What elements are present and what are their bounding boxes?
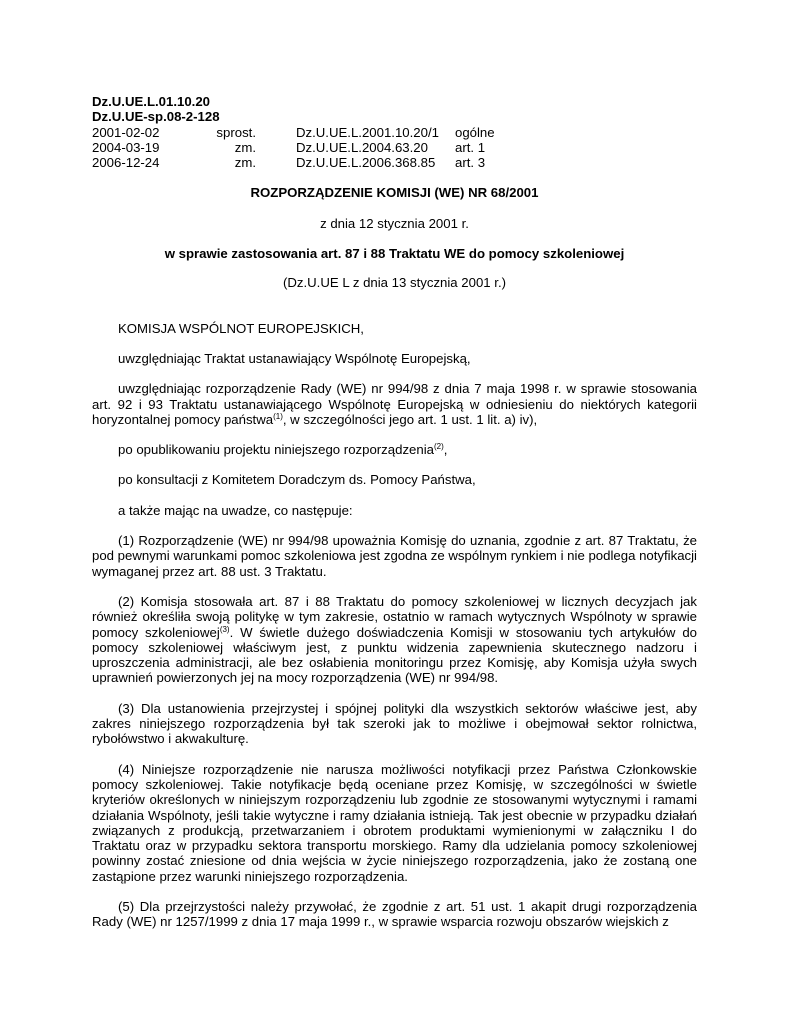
citation-regulation: [92, 381, 697, 427]
footnote-ref: (1): [273, 411, 283, 421]
citation-treaty: uwzględniając Traktat ustanawiający Wspólnotę Europejską,: [118, 350, 471, 366]
citation-text: uwzględniając rozporządzenie Rady (WE) nr 994/98 z dnia 7 maja 1998 r. w sprawie stosowania art. 92 i 93 Traktatu ustanawiającego Wspólnotę Europejską w odniesieniu do niektórych kategorii horyzontalnej pomocy państwa: [92, 381, 697, 427]
journal-id-secondary: Dz.U.UE-sp.08-2-128: [92, 109, 220, 125]
document-source: (Dz.U.UE L z dnia 13 stycznia 2001 r.): [282, 275, 507, 291]
history-row: [92, 155, 697, 170]
history-row: [92, 140, 697, 155]
recital-3: (3) Dla ustanowienia przejrzystej i spójnej polityki dla wszystkich sektorów właściwe jest, aby zakres niniejszego rozporządzenia był tak szeroki jak to możliwe i obejmował sektor rolnictwa, rybołówstwo i akwakulturę.: [92, 700, 697, 747]
citation-consultation: po konsultacji z Komitetem Doradczym ds. Pomocy Państwa,: [118, 472, 476, 488]
recital-text: (2) Komisja stosowała art. 87 i 88 Traktatu do pomocy szkoleniowej w licznych decyzjach jak również określiła swoją politykę w tym zakresie, ostatnio w ramach wytycznych Wspólnoty w sprawie pomocy szkoleniowej: [92, 593, 697, 640]
document-date: z dnia 12 stycznia 2001 r.: [320, 215, 469, 231]
history-type: zm.: [234, 139, 256, 155]
citation-text-cont: , w szczególności jego art. 1 ust. 1 lit. a) iv),: [282, 411, 538, 427]
history-date: 2004-03-19: [92, 139, 160, 155]
document-page: [92, 94, 697, 930]
history-note: art. 1: [455, 139, 486, 155]
history-note: art. 3: [455, 155, 486, 171]
recital-4: (4) Niniejsze rozporządzenie nie narusza możliwości notyfikacji przez Państwa Członkowskie pomocy szkoleniowej. Takie notyfikacje będą oceniane przez Komisję, w szczególności w świetle kryteriów określonych w niniejszym rozporządzeniu lub zgodnie ze stosowanymi wytycznymi i ramami działania Wspólnoty, jeśli takie wytyczne i ramy działania istnieją. Tak jest obecnie w przypadku działań związanych z produkcją, przetwarzaniem i obrotem produktami wymienionymi w załączniku I do Traktatu oraz w przypadku sektora transportu morskiego. Ramy dla udzielania pomocy szkoleniowej powinny zostać zniesione od dnia wejścia w życie niniejszego rozporządzenia, jako że zostaną one zastąpione przez warunki niniejszego rozporządzenia.: [92, 761, 697, 884]
recital-2: [92, 594, 697, 686]
history-type: zm.: [234, 155, 256, 171]
recital-text-cont: . W świetle dużego doświadczenia Komisji w stosowaniu tych artykułów do pomocy szkoleniowej właściwym jest, z punktu widzenia zapewnienia skutecznego nadzoru i uproszczenia administracji, ale bez osłabienia monitoringu przez Komisję, aby Komisja użyła swych uprawnień powierzonych jej na mocy rozporządzenia (WE) nr 994/98.: [92, 624, 697, 686]
history-row: [92, 125, 697, 140]
history-note: ogólne: [455, 124, 495, 140]
journal-id-primary: Dz.U.UE.L.01.10.20: [92, 94, 211, 109]
issuer-paragraph: KOMISJA WSPÓLNOT EUROPEJSKICH,: [118, 320, 364, 336]
history-ref: Dz.U.UE.L.2004.63.20: [296, 139, 428, 155]
history-date: 2001-02-02: [92, 124, 160, 140]
history-type: sprost.: [216, 124, 256, 140]
footnote-ref: (2): [433, 442, 444, 452]
history-ref: Dz.U.UE.L.2001.10.20/1: [296, 124, 439, 140]
citation-draft: [92, 442, 697, 457]
history-ref: Dz.U.UE.L.2006.368.85: [296, 155, 436, 171]
citation-text-cont: ,: [443, 442, 448, 458]
document-subject: w sprawie zastosowania art. 87 i 88 Traktatu WE do pomocy szkoleniowej: [164, 246, 625, 262]
recital-5: (5) Dla przejrzystości należy przywołać, że zgodnie z art. 51 ust. 1 akapit drugi rozporządzenia Rady (WE) nr 1257/1999 z dnia 17 maja 1999 r., w sprawie wsparcia rozwoju obszarów wiejskich z: [92, 898, 697, 930]
footnote-ref: (3): [219, 624, 230, 634]
history-date: 2006-12-24: [92, 155, 160, 171]
citation-text: po opublikowaniu projektu niniejszego rozporządzenia: [118, 442, 434, 458]
document-title: ROZPORZĄDZENIE KOMISJI (WE) NR 68/2001: [250, 185, 539, 201]
recitals-intro: a także mając na uwadze, co następuje:: [118, 502, 353, 518]
recital-1: (1) Rozporządzenie (WE) nr 994/98 upoważnia Komisję do uznania, zgodnie z art. 87 Traktatu, że pod pewnymi warunkami pomoc szkoleniowa jest zgodna ze wspólnym rynkiem i nie podlega notyfikacji wymaganej przez art. 88 ust. 3 Traktatu.: [92, 533, 697, 579]
